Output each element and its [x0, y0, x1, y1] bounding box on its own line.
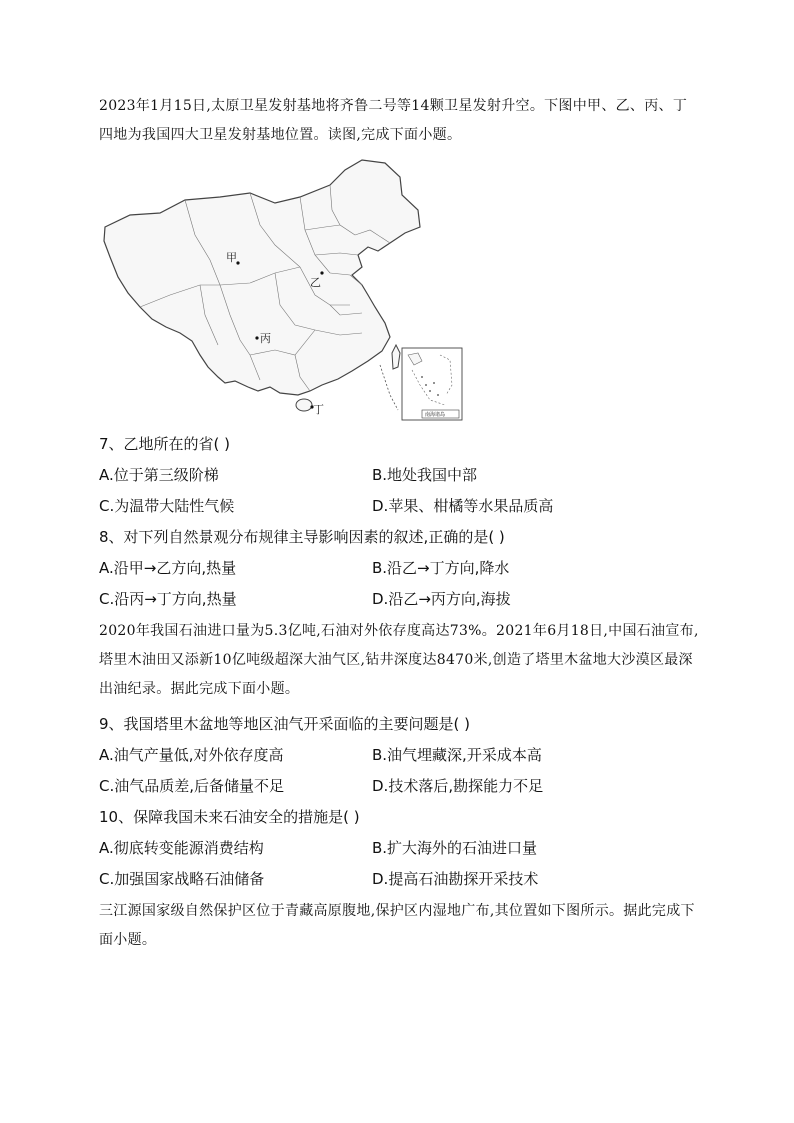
- q8-option-a[interactable]: A.沿甲→乙方向,热量: [99, 559, 237, 577]
- q10-option-d[interactable]: D.提高石油勘探开采技术: [372, 870, 539, 888]
- site-bing-marker: [255, 336, 258, 339]
- q7-option-d[interactable]: D.苹果、柑橘等水果品质高: [372, 497, 554, 515]
- question-10-stem: 10、保障我国未来石油安全的措施是( ): [99, 808, 360, 826]
- site-jia-label: 甲: [226, 251, 237, 264]
- inset-label: 南海诸岛: [425, 412, 446, 418]
- q7-option-a[interactable]: A.位于第三级阶梯: [99, 466, 219, 484]
- question-9-stem: 9、我国塔里木盆地等地区油气开采面临的主要问题是( ): [99, 715, 471, 733]
- q8-option-c[interactable]: C.沿丙→丁方向,热量: [99, 590, 237, 608]
- q10-option-b[interactable]: B.扩大海外的石油进口量: [372, 839, 538, 857]
- q8-option-b[interactable]: B.沿乙→丁方向,降水: [372, 559, 510, 577]
- question-8-stem: 8、对下列自然景观分布规律主导影响因素的叙述,正确的是( ): [99, 528, 505, 546]
- q7-option-b[interactable]: B.地处我国中部: [372, 466, 478, 484]
- question-7-stem: 7、乙地所在的省( ): [99, 435, 231, 453]
- q9-option-b[interactable]: B.油气埋藏深,开采成本高: [372, 746, 542, 764]
- intro-satellite-passage: 2023年1月15日,太原卫星发射基地将齐鲁二号等14颗卫星发射升空。下图中甲、乙、丙、丁四地为我国四大卫星发射基地位置。读图,完成下面小题。: [99, 98, 688, 143]
- china-map: [100, 155, 470, 423]
- south-china-sea-inset: [402, 348, 462, 420]
- intro-oil-passage: 2020年我国石油进口量为5.3亿吨,石油对外依存度高达73%。2021年6月18日,中国石油宣布,塔里木油田又添新10亿吨级超深大油气区,钻井深度达8470米,创造了塔里木盆地大沙漠区最深出油纪录。据此完成下面小题。: [99, 623, 699, 697]
- q9-option-d[interactable]: D.技术落后,勘探能力不足: [372, 777, 544, 795]
- taiwan-island: [392, 345, 400, 369]
- hainan-island: [296, 399, 312, 411]
- site-ding-label: 丁: [313, 403, 324, 416]
- q8-option-d[interactable]: D.沿乙→丙方向,海拔: [372, 590, 511, 608]
- sea-boundary-dashes: [380, 365, 398, 410]
- q10-option-a[interactable]: A.彻底转变能源消费结构: [99, 839, 264, 857]
- q9-option-a[interactable]: A.油气产量低,对外依存度高: [99, 746, 284, 764]
- q10-option-c[interactable]: C.加强国家战略石油储备: [99, 870, 265, 888]
- site-bing-label: 丙: [260, 332, 271, 345]
- china-map-svg: [100, 155, 470, 423]
- q7-option-c[interactable]: C.为温带大陆性气候: [99, 497, 235, 515]
- site-yi-marker: [320, 271, 323, 274]
- china-outline: [104, 160, 420, 395]
- site-yi-label: 乙: [310, 276, 321, 289]
- intro-sanjiangyuan-passage: 三江源国家级自然保护区位于青藏高原腹地,保护区内湿地广布,其位置如下图所示。据此完成下面小题。: [99, 903, 695, 948]
- q9-option-c[interactable]: C.油气品质差,后备储量不足: [99, 777, 285, 795]
